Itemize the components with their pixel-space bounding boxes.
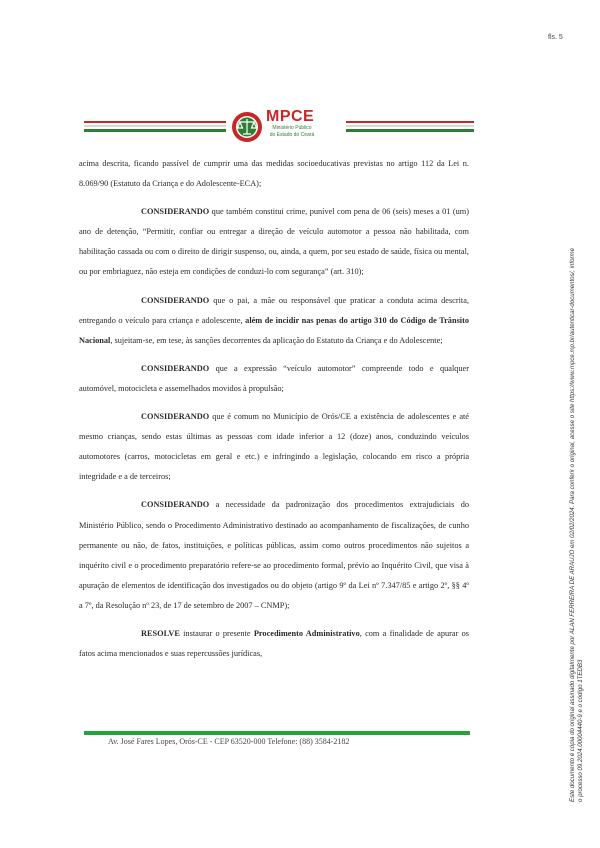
authentication-note [569,92,587,802]
footer-address: Av. José Fares Lopes, Orós-CE - CEP 63520-000 Telefone: (88) 3584-2182 [108,737,350,746]
paragraph [79,359,469,399]
paragraph [79,154,469,194]
bold-text: CONSIDERANDO [141,412,210,422]
bold-text: Procedimento Administrativo [253,628,360,638]
text-segment: , sujeitam-se, em tese, às sanções decorrentes da aplicação do Estatuto da Criança e do Adolescente; [110,335,443,345]
authentication-line-2: o processo 09.2024.00004440-9 e o código 1TEDB3 [577,659,584,802]
bold-text: CONSIDERANDO [141,295,210,305]
page-number: fls. 5 [548,34,563,41]
bold-text: CONSIDERANDO [141,363,210,373]
paragraph [79,202,469,282]
logo-subtitle-1: Ministério Público [272,125,312,131]
bold-text: CONSIDERANDO [141,500,210,510]
text-segment: que a expressão “veículo automotor” compreende todo e qualquer automóvel, motocicleta e assemelhados movidos à propulsão; [79,363,469,393]
document-body [79,154,469,672]
text-segment: que também constitui crime, punível com pena de 06 (seis) meses a 01 (um) ano de detenção, “Permitir, confiar ou entregar a direção de veículo automotor a pessoa não habilitada, com habilitação cassada ou com o direito de dirigir suspenso, ou, ainda, a quem, por seu estado de saúde, física ou mental, ou por embriaguez, não esteja em condições de conduzi-lo com segurança” (art. 310); [79,207,469,277]
bold-text: RESOLVE [141,628,180,638]
footer-rule [84,731,470,735]
header-band-left [84,121,226,132]
text-segment: instaurar o presente [179,628,254,638]
paragraph [79,624,469,664]
scales-emblem-icon [228,108,266,146]
text-segment: a necessidade da padronização dos procedimentos extrajudiciais do Ministério Público, sendo o Procedimento Administrativo destinado ao acompanhamento de fiscalizações, de cunho permanente ou não, de fatos, instituições, e políticas públicas, assim como outros procedimentos não sujeitos a inquérito civil e o procedimento preparatório refere-se ao procedimento formal, prévio ao Inquérito Civil, que visa à apuração de elementos de identificação dos investigados ou do objeto (artigo 9º da Lei nº 7.347/85 e artigo 2º, §§ 4º a 7º, da Resolução nº 23, de 17 de setembro de 2007 – CNMP); [79,500,469,610]
logo-subtitle-2: do Estado do Ceará [269,132,315,138]
header-band-right [346,121,474,132]
mpce-logo [228,108,348,150]
text-segment: acima descrita, ficando passível de cumprir uma das medidas socioeducativas previstas no artigo 112 da Lei n. 8.069/90 (Estatuto da Criança e do Adolescente-ECA); [79,159,469,189]
authentication-line-1: Este documento é cópia do original assinado digitalmente por ALAN FERREIRA DE ARAUJO em 02/02/2024. Para conferir o original, acesse o site https://www.mpce.mp.br/autenticar-documentos/, informe [569,247,576,802]
paragraph [79,495,469,616]
logo-title: MPCE [266,108,315,125]
text-segment: que o pai, a mãe ou responsável que praticar a conduta acima descrita, entregando o veículo para criança e adolescente, [79,295,469,325]
bold-text: CONSIDERANDO [141,207,210,217]
bold-text: além de incidir nas penas do artigo 310 do Código de Trânsito Nacional [79,315,470,345]
text-segment: que é comum no Município de Orós/CE a existência de adolescentes e até mesmo crianças, sendo estas últimas as pessoas com idade inferior a 12 (doze) anos, conduzindo veículos automotores (carros, motocicletas em geral e etc.) e infringindo a legislação, colocando em risco a própria integridade e a de terceiros; [79,412,469,482]
paragraph [79,291,469,351]
paragraph [79,407,469,487]
text-segment: , com a finalidade de apurar os fatos acima mencionados e suas repercussões jurídicas, [79,628,469,659]
